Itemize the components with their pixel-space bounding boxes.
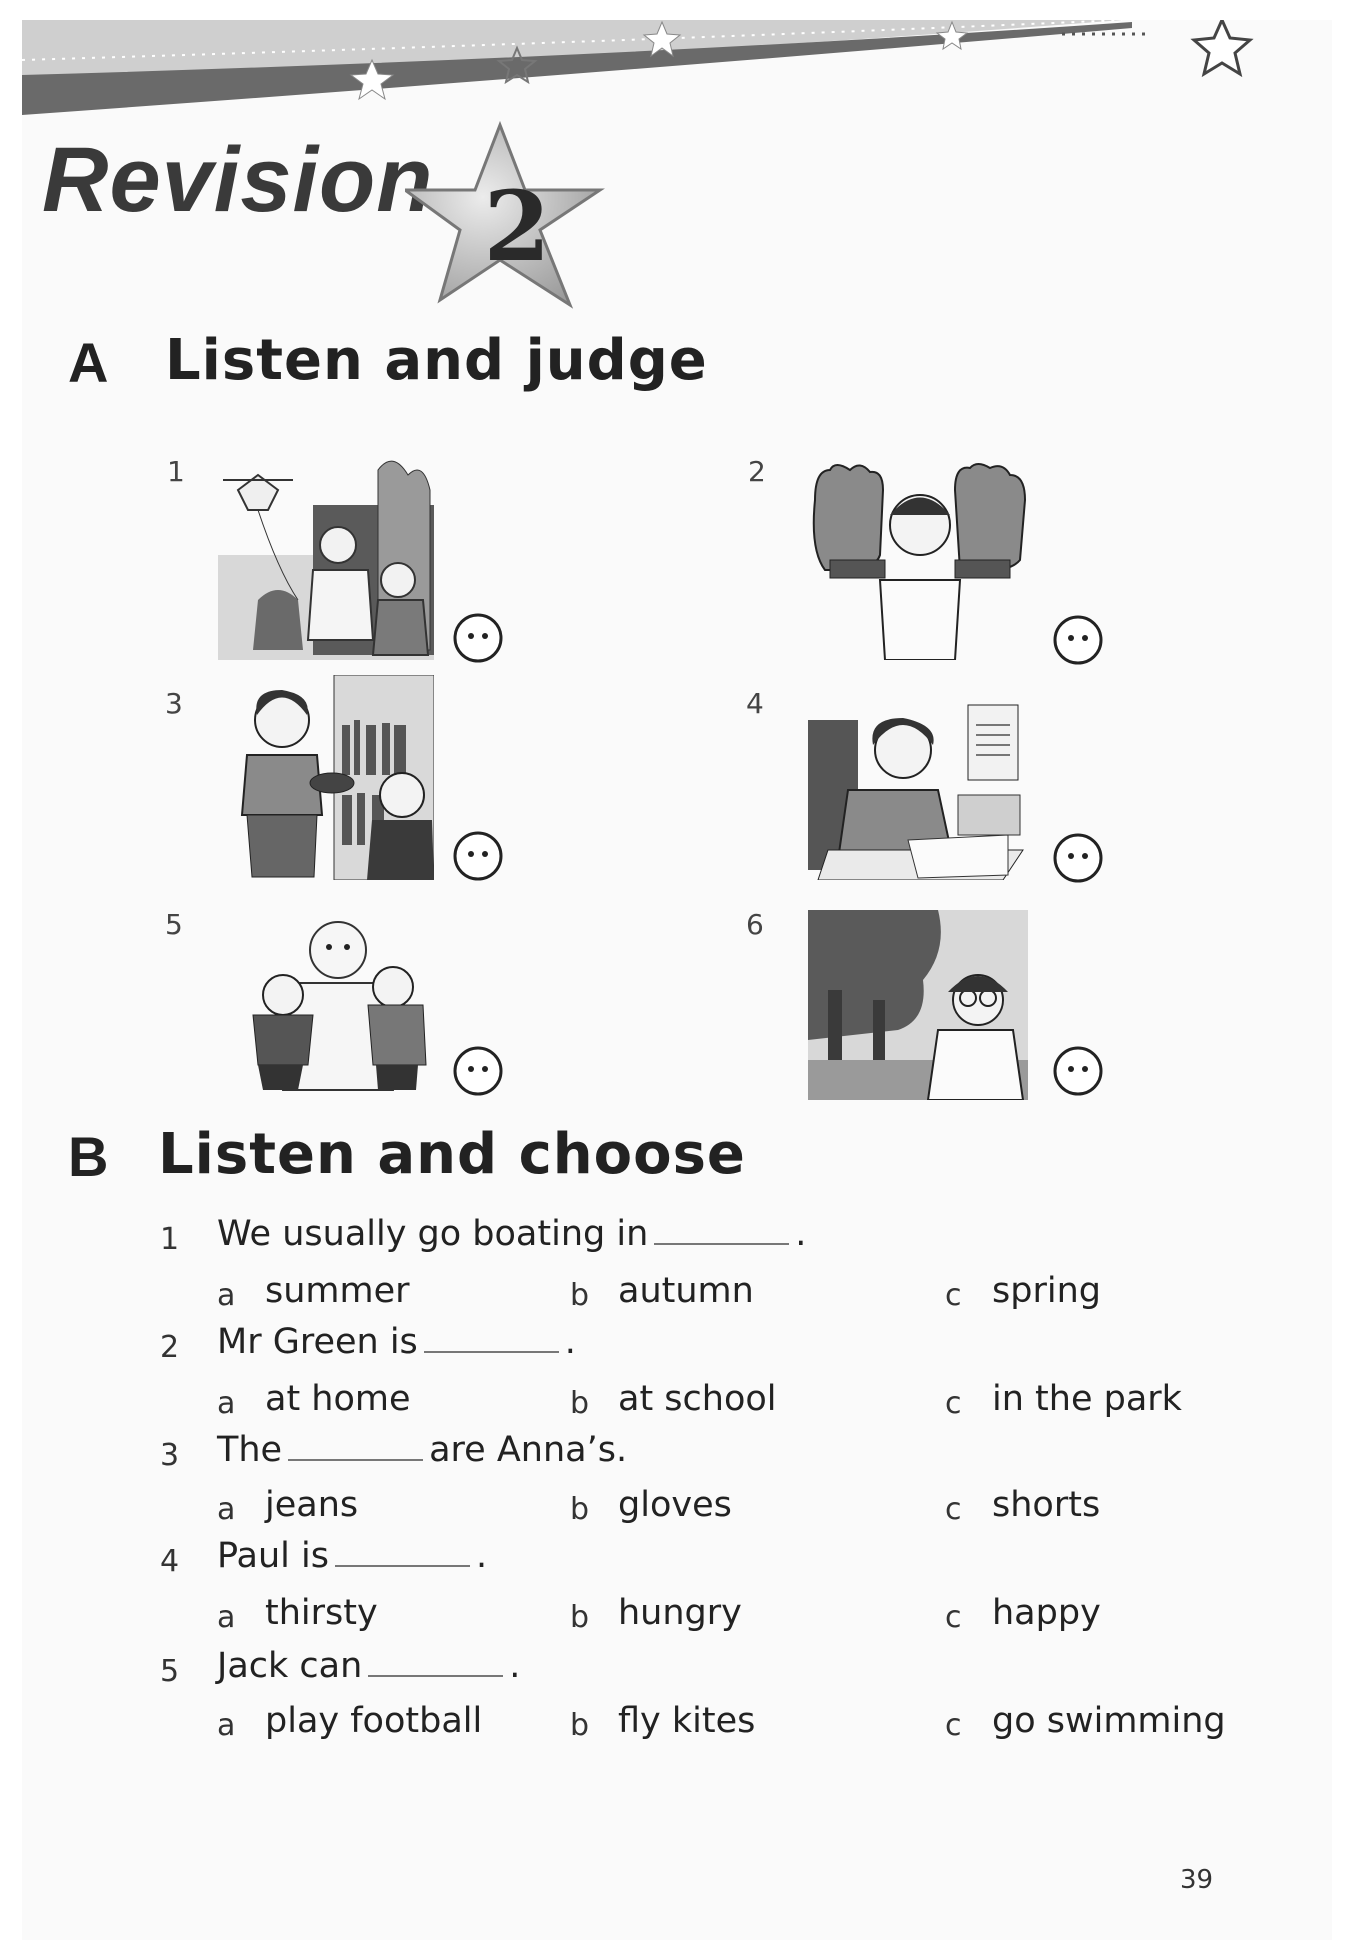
question-2: Mr Green is .: [217, 1322, 576, 1362]
answer-blank[interactable]: [424, 1327, 559, 1353]
option-letter: c: [945, 1278, 962, 1313]
option-text[interactable]: shorts: [992, 1485, 1101, 1525]
option-letter: c: [945, 1600, 962, 1635]
gloves-picture: [805, 460, 1035, 660]
option-text[interactable]: at school: [618, 1379, 777, 1419]
item-number: 3: [165, 687, 183, 720]
page-number: 39: [1180, 1865, 1214, 1895]
trees-picture: [808, 910, 1028, 1100]
option-text[interactable]: summer: [265, 1271, 410, 1311]
option-text[interactable]: fly kites: [618, 1701, 756, 1741]
item-number: 1: [167, 455, 185, 488]
option-text[interactable]: at home: [265, 1379, 411, 1419]
option-letter: a: [217, 1600, 236, 1635]
kite-picture: [218, 450, 434, 660]
item-number: 2: [748, 455, 766, 488]
option-text[interactable]: gloves: [618, 1485, 732, 1525]
answer-blank[interactable]: [335, 1541, 470, 1567]
section-a-title: Listen and judge: [165, 328, 708, 393]
question-number: 1: [160, 1222, 180, 1257]
smiley-face-icon[interactable]: [452, 1045, 504, 1097]
option-letter: b: [570, 1386, 590, 1421]
option-text[interactable]: play football: [265, 1701, 483, 1741]
question-3: The are Anna’s.: [217, 1430, 628, 1470]
answer-blank[interactable]: [368, 1651, 503, 1677]
option-letter: a: [217, 1708, 236, 1743]
question-5: Jack can .: [217, 1646, 521, 1686]
option-letter: b: [570, 1708, 590, 1743]
item-number: 6: [746, 908, 764, 941]
option-letter: c: [945, 1708, 962, 1743]
smiley-face-icon[interactable]: [452, 612, 504, 664]
option-letter: a: [217, 1278, 236, 1313]
smiley-face-icon[interactable]: [1052, 1045, 1104, 1097]
option-text[interactable]: thirsty: [265, 1593, 378, 1633]
answer-blank[interactable]: [654, 1219, 789, 1245]
option-letter: c: [945, 1492, 962, 1527]
question-number: 4: [160, 1544, 180, 1579]
option-text[interactable]: autumn: [618, 1271, 754, 1311]
option-letter: c: [945, 1386, 962, 1421]
section-b-letter: B: [68, 1125, 109, 1188]
unit-number: 2: [483, 170, 551, 283]
unit-number-star: [405, 120, 615, 320]
outline-star-icon: [1194, 20, 1250, 74]
option-letter: b: [570, 1278, 590, 1313]
cake-picture: [222, 675, 434, 880]
question-number: 2: [160, 1330, 180, 1365]
option-letter: a: [217, 1386, 236, 1421]
answer-blank[interactable]: [288, 1435, 423, 1461]
option-text[interactable]: happy: [992, 1593, 1101, 1633]
question-1: We usually go boating in .: [217, 1214, 807, 1254]
smiley-face-icon[interactable]: [452, 830, 504, 882]
question-number: 3: [160, 1438, 180, 1473]
option-text[interactable]: in the park: [992, 1379, 1182, 1419]
item-number: 5: [165, 908, 183, 941]
snowman-picture: [228, 905, 433, 1095]
option-letter: b: [570, 1492, 590, 1527]
option-letter: b: [570, 1600, 590, 1635]
smiley-face-icon[interactable]: [1052, 614, 1104, 666]
option-text[interactable]: hungry: [618, 1593, 742, 1633]
smiley-face-icon[interactable]: [1052, 832, 1104, 884]
star-banner: [22, 20, 1332, 130]
section-a-letter: A: [68, 331, 109, 394]
item-number: 4: [746, 687, 764, 720]
option-text[interactable]: jeans: [265, 1485, 359, 1525]
option-letter: a: [217, 1492, 236, 1527]
section-b-title: Listen and choose: [158, 1122, 746, 1187]
question-number: 5: [160, 1654, 180, 1689]
option-text[interactable]: go swimming: [992, 1701, 1226, 1741]
page-title: Revision: [42, 129, 434, 231]
tired-girl-picture: [808, 700, 1028, 880]
option-text[interactable]: spring: [992, 1271, 1101, 1311]
question-4: Paul is .: [217, 1536, 488, 1576]
